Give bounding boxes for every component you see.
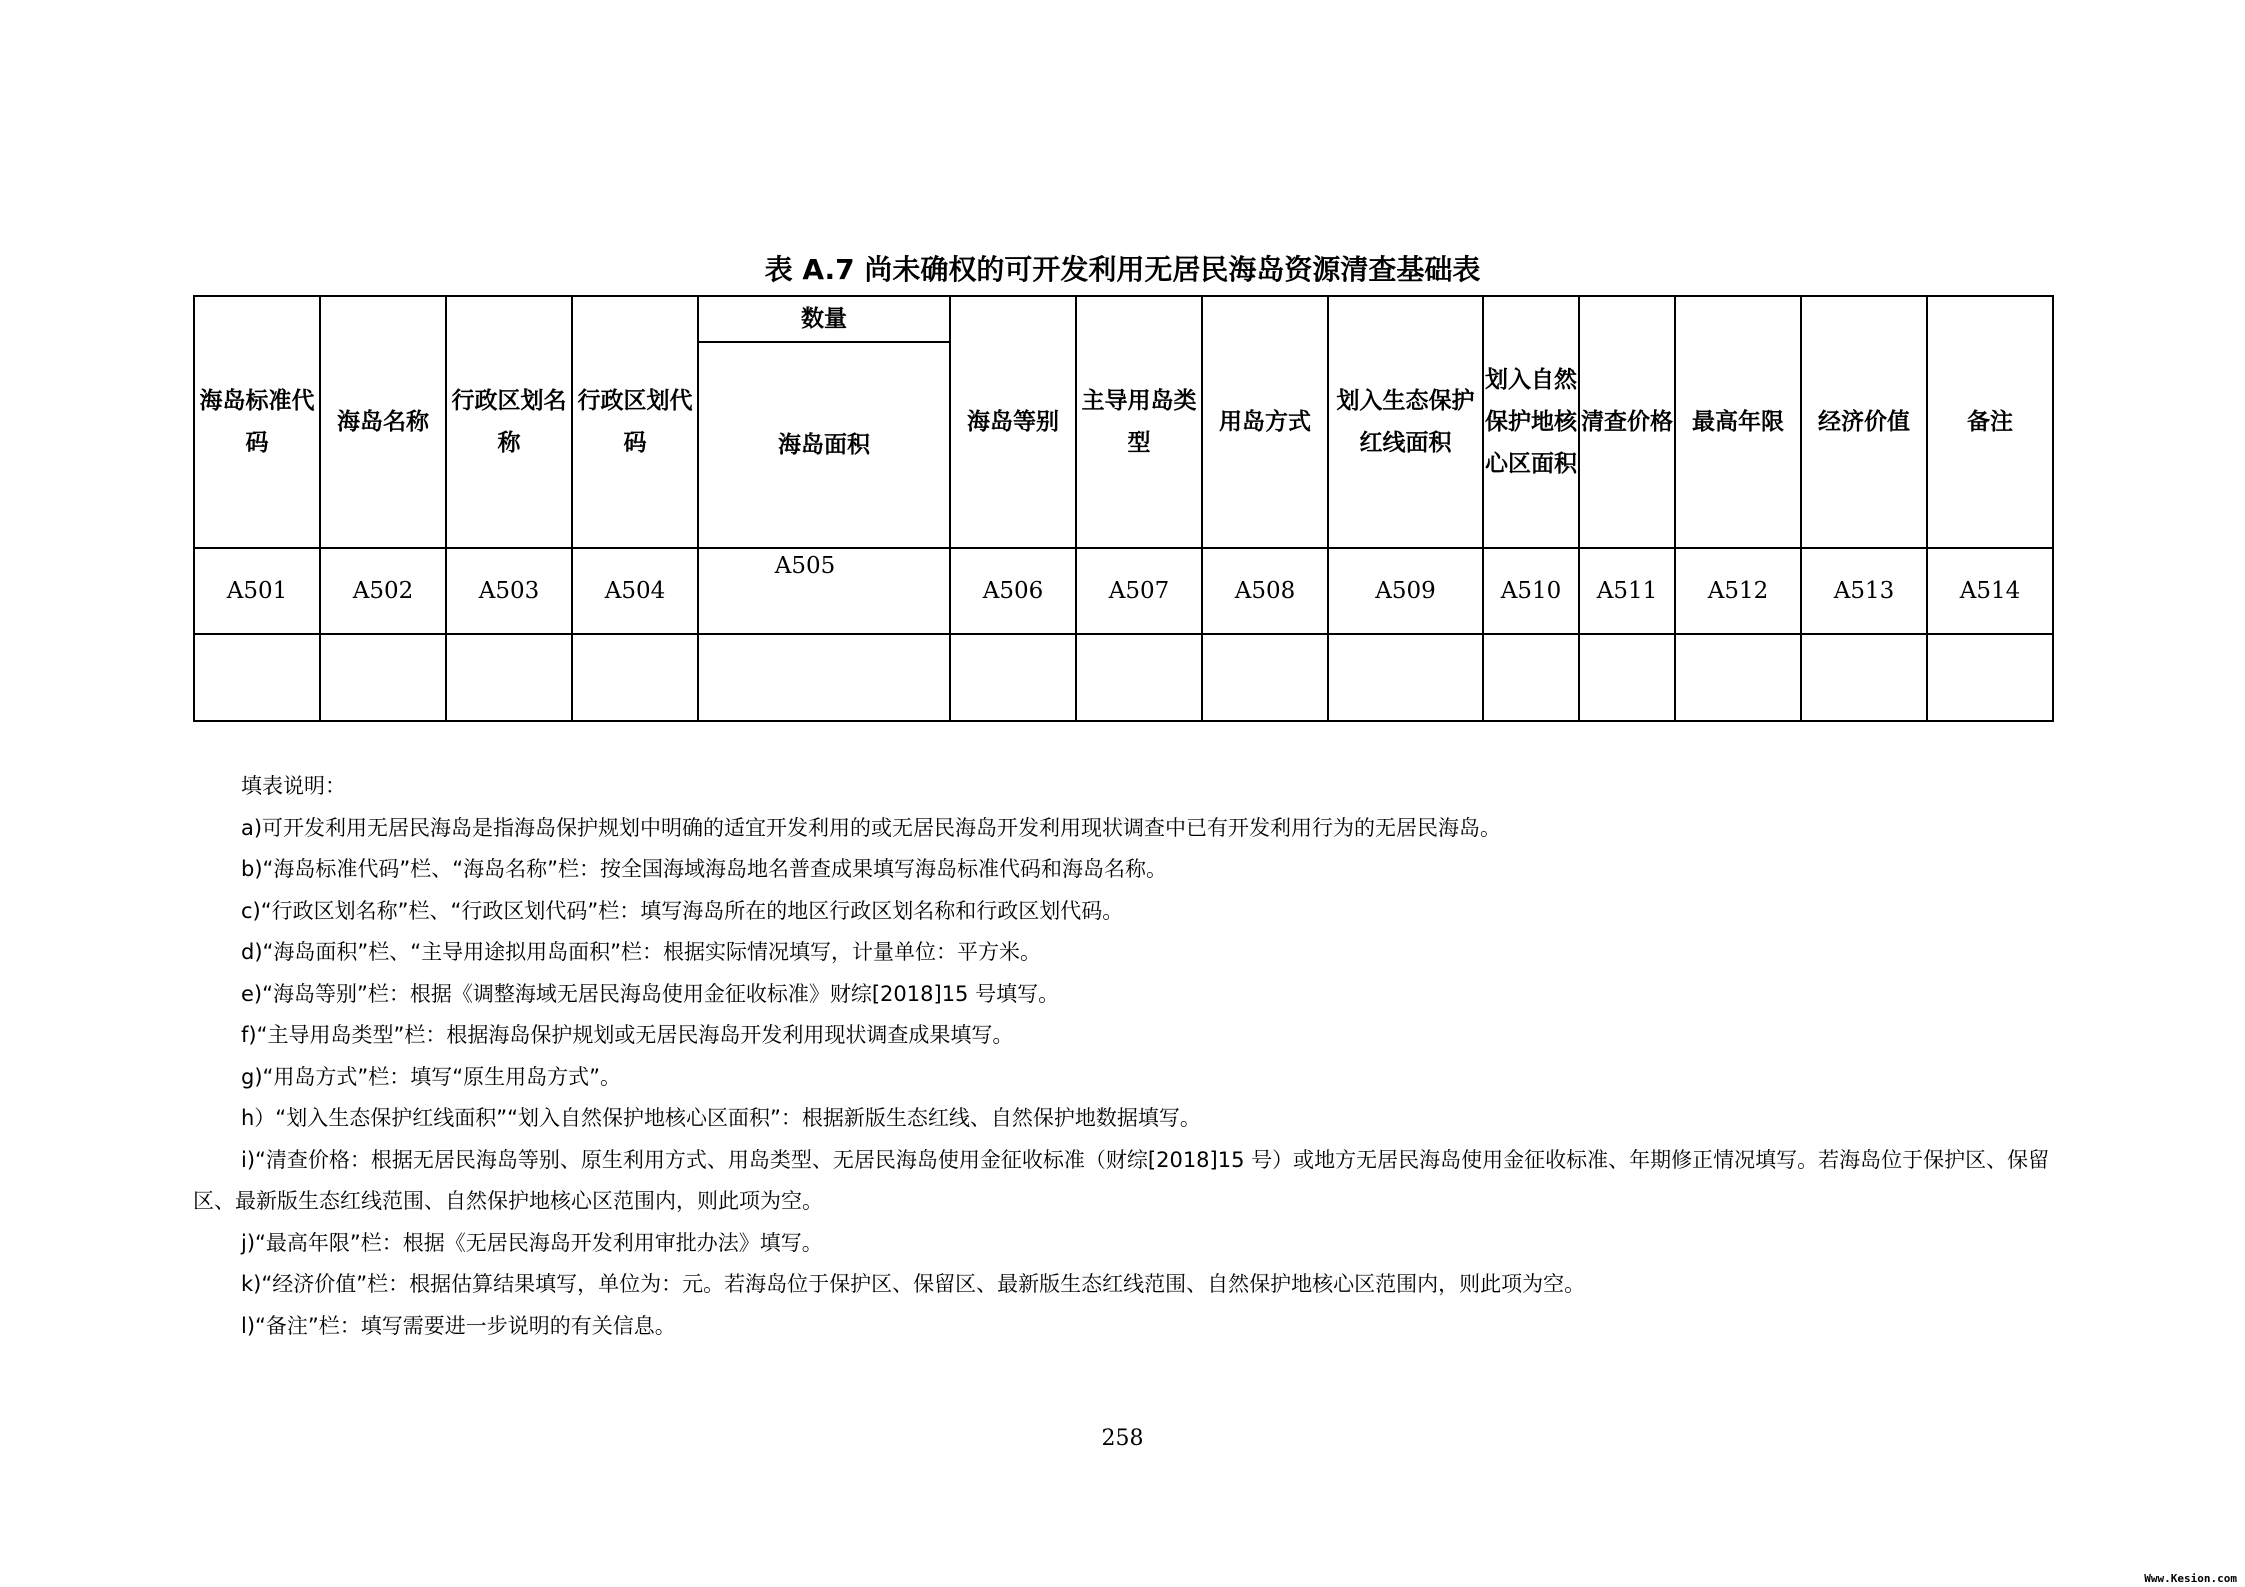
note-line: i)“清查价格：根据无居民海岛等别、原生利用方式、用岛类型、无居民海岛使用金征收标准（财综[2018]15 号）或地方无居民海岛使用金征收标准、年期修正情况填写。若海岛位于保护区、保留区、最新版生态红线范围、自然保护地核心区范围内，则此项为空。 bbox=[193, 1147, 2050, 1213]
note-line: c)“行政区划名称”栏、“行政区划代码”栏：填写海岛所在的地区行政区划名称和行政区划代码。 bbox=[241, 898, 1124, 923]
note-line: h）“划入生态保护红线面积”“划入自然保护地核心区面积”：根据新版生态红线、自然保护地数据填写。 bbox=[241, 1106, 1201, 1130]
header-island-area: 海岛面积 bbox=[698, 342, 950, 548]
empty-data-row bbox=[194, 634, 2053, 721]
code-cell: A507 bbox=[1076, 548, 1202, 634]
header-reserve-core-area: 划入自然保护地核心区面积 bbox=[1483, 296, 1579, 548]
empty-cell bbox=[1076, 634, 1202, 721]
code-cell: A506 bbox=[950, 548, 1076, 634]
empty-cell bbox=[1927, 634, 2053, 721]
empty-cell bbox=[698, 634, 950, 721]
note-line: g)“用岛方式”栏：填写“原生用岛方式”。 bbox=[241, 1064, 622, 1089]
note-line: d)“海岛面积”栏、“主导用途拟用岛面积”栏：根据实际情况填写，计量单位：平方米。 bbox=[241, 940, 1042, 964]
note-line: j)“最高年限”栏：根据《无居民海岛开发利用审批办法》填写。 bbox=[241, 1230, 823, 1255]
header-island-grade: 海岛等别 bbox=[950, 296, 1076, 548]
resource-table bbox=[193, 295, 2054, 722]
header-inventory-price: 清查价格 bbox=[1579, 296, 1675, 548]
empty-cell bbox=[1483, 634, 1579, 721]
empty-cell bbox=[1801, 634, 1927, 721]
note-line: f)“主导用岛类型”栏：根据海岛保护规划或无居民海岛开发利用现状调查成果填写。 bbox=[241, 1023, 1014, 1047]
note-line: k)“经济价值”栏：根据估算结果填写，单位为：元。若海岛位于保护区、保留区、最新版生态红线范围、自然保护地核心区范围内，则此项为空。 bbox=[241, 1272, 1586, 1296]
empty-cell bbox=[1675, 634, 1801, 721]
code-cell: A509 bbox=[1328, 548, 1483, 634]
code-cell: A503 bbox=[446, 548, 572, 634]
code-cell: A505 bbox=[698, 548, 950, 634]
header-main-use-type: 主导用岛类型 bbox=[1076, 296, 1202, 548]
header-admin-code: 行政区划代码 bbox=[572, 296, 698, 548]
code-cell: A513 bbox=[1801, 548, 1927, 634]
header-island-name: 海岛名称 bbox=[320, 296, 446, 548]
note-line: b)“海岛标准代码”栏、“海岛名称”栏：按全国海域海岛地名普查成果填写海岛标准代码和海岛名称。 bbox=[241, 857, 1168, 881]
empty-cell bbox=[1579, 634, 1675, 721]
code-cell: A504 bbox=[572, 548, 698, 634]
code-cell: A512 bbox=[1675, 548, 1801, 634]
notes-heading: 填表说明： bbox=[241, 774, 346, 798]
code-cell: A514 bbox=[1927, 548, 2053, 634]
table-title: 表 A.7 尚未确权的可开发利用无居民海岛资源清查基础表 bbox=[764, 253, 1481, 286]
header-admin-name: 行政区划名称 bbox=[446, 296, 572, 548]
header-quantity-group: 数量 bbox=[698, 296, 950, 342]
filling-instructions bbox=[193, 766, 2058, 1347]
header-max-term: 最高年限 bbox=[1675, 296, 1801, 548]
note-line: l)“备注”栏：填写需要进一步说明的有关信息。 bbox=[241, 1313, 676, 1338]
page-number: 258 bbox=[1101, 1426, 1144, 1451]
empty-cell bbox=[194, 634, 320, 721]
header-eco-redline-area: 划入生态保护红线面积 bbox=[1328, 296, 1483, 548]
empty-cell bbox=[950, 634, 1076, 721]
watermark: Www.Kesion.com bbox=[2144, 1572, 2237, 1585]
code-cell: A501 bbox=[194, 548, 320, 634]
empty-cell bbox=[446, 634, 572, 721]
empty-cell bbox=[572, 634, 698, 721]
code-cell: A510 bbox=[1483, 548, 1579, 634]
code-cell: A502 bbox=[320, 548, 446, 634]
note-line: e)“海岛等别”栏：根据《调整海域无居民海岛使用金征收标准》财综[2018]15 号填写。 bbox=[241, 981, 1060, 1006]
empty-cell bbox=[320, 634, 446, 721]
empty-cell bbox=[1328, 634, 1483, 721]
code-row bbox=[194, 548, 2053, 634]
header-row bbox=[194, 296, 2053, 342]
code-cell: A511 bbox=[1579, 548, 1675, 634]
note-line: a)可开发利用无居民海岛是指海岛保护规划中明确的适宜开发利用的或无居民海岛开发利用现状调查中已有开发利用行为的无居民海岛。 bbox=[241, 815, 1502, 840]
code-cell: A508 bbox=[1202, 548, 1328, 634]
header-economic-value: 经济价值 bbox=[1801, 296, 1927, 548]
header-remarks: 备注 bbox=[1927, 296, 2053, 548]
header-island-code: 海岛标准代码 bbox=[194, 296, 320, 548]
empty-cell bbox=[1202, 634, 1328, 721]
header-use-method: 用岛方式 bbox=[1202, 296, 1328, 548]
